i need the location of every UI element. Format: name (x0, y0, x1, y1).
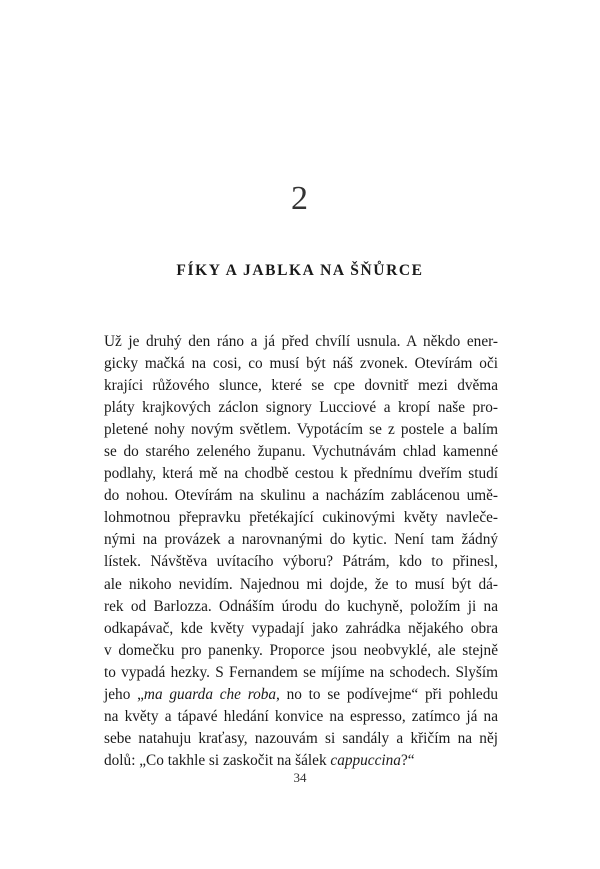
text-line (104, 618, 498, 640)
page-number: 34 (293, 770, 307, 785)
text-run: lohmotnou přepravku přetékající cukinovými květy navleče- (104, 509, 498, 527)
text-line (104, 574, 498, 596)
text-run: pletené nohy novým světlem. Vypotácím se z postele a balím (104, 421, 498, 439)
text-run: na květy a tápavé hledání konvice na espresso, zatímco já na (104, 707, 498, 725)
text-line (104, 750, 498, 772)
text-run: gicky mačká na cosi, co musí být náš zvonek. Otevírám oči (104, 355, 498, 373)
text-run: podlahy, která mě na chodbě cestou k přednímu dveřím studí (104, 465, 498, 483)
text-line (104, 485, 498, 507)
text-run: no to se podívejme“ při pohledu (279, 685, 498, 703)
text-run: ?“ (400, 751, 415, 769)
text-line (104, 331, 498, 353)
text-line (104, 397, 498, 419)
text-run: nými na provázek a narovnanými do kytic. Není tam žádný (104, 531, 498, 549)
text-run: ale nikoho nevidím. Najednou mi dojde, že to musí být dá- (104, 575, 498, 593)
body-text (104, 331, 498, 772)
text-line (104, 353, 498, 375)
text-run: krajíci růžového slunce, které se cpe dovnitř mezi dvěma (104, 377, 498, 395)
text-run: rek od Barlozza. Odnáším úrodu do kuchyně, položím ji na (104, 597, 498, 615)
text-run: se do starého zeleného županu. Vychutnávám chlad kamenné (104, 443, 498, 461)
text-line (104, 419, 498, 441)
text-line (104, 441, 498, 463)
text-line (104, 640, 498, 662)
text-line (104, 375, 498, 397)
text-line (104, 507, 498, 529)
text-run: pláty krajkových záclon signory Lucciové a kropí naše pro- (104, 399, 498, 417)
text-run: v domečku pro panenky. Proporce jsou neobvyklé, ale stejně (104, 641, 498, 659)
chapter-title: FÍKY A JABLKA NA ŠŇŮRCE (176, 262, 424, 279)
text-line (104, 596, 498, 618)
text-run: odkapávač, kde květy vypadají jako zahrádka nějakého obra (104, 619, 498, 637)
italic-phrase: cappuccina (330, 751, 401, 769)
italic-phrase: ma guarda che roba, (143, 685, 280, 703)
text-line (104, 551, 498, 573)
text-run: jeho „ (104, 685, 144, 703)
text-line (104, 662, 498, 684)
text-run: do nohou. Otevírám na skulinu a nacházím zablácenou umě- (104, 487, 498, 505)
text-line (104, 463, 498, 485)
chapter-number: 2 (291, 180, 309, 217)
text-run: sebe natahuju kraťasy, nazouvám si sandály a křičím na něj (104, 729, 498, 747)
text-line (104, 728, 498, 750)
text-run: to vypadá hezky. S Fernandem se míjíme na schodech. Slyším (104, 663, 498, 681)
text-line (104, 529, 498, 551)
text-run: lístek. Návštěva uvítacího výboru? Pátrám, kdo to přinesl, (104, 553, 498, 571)
text-line (104, 684, 498, 706)
text-run: Už je druhý den ráno a já před chvílí usnula. A někdo ener- (104, 333, 498, 350)
text-run: dolů: „Co takhle si zaskočit na šálek (104, 751, 331, 769)
text-line (104, 706, 498, 728)
